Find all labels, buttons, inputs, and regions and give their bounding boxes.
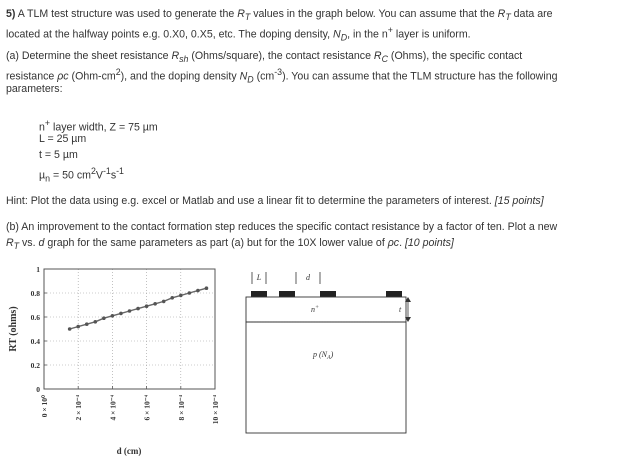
contact-pad-1 <box>251 291 267 297</box>
substrate-label: p $(N_A)$ <box>313 350 334 361</box>
part-b-line-1: (b) An improvement to the contact formation step reduces the specific contact resistance by a factor of ten. Plot a new <box>6 221 558 233</box>
data-point <box>102 316 106 320</box>
param-layer-width: n+ layer width, Z = 75 µm <box>39 118 158 134</box>
tlm-structure-diagram <box>240 268 425 438</box>
thickness-arrow <box>399 297 411 322</box>
param-mobility: µ$_n$ = 50 $cm^2V^{-1}s^{-1}$ <box>39 166 124 184</box>
y-tick-label: 0.6 <box>30 313 40 322</box>
data-point <box>153 302 157 306</box>
data-point <box>111 314 115 318</box>
data-point <box>119 312 123 316</box>
data-point <box>196 289 200 293</box>
data-point <box>170 296 174 300</box>
x-tick-label: 2 × 10⁻⁴ <box>74 395 84 421</box>
part-a-line-3: parameters: <box>6 83 63 95</box>
rt-vs-d-chart <box>0 254 240 462</box>
data-point <box>128 309 132 313</box>
contact-pad-3 <box>320 291 336 297</box>
data-point <box>145 304 149 308</box>
question-5-line-1: 5) A TLM test structure was used to generate the $R_T$ values in the graph below. You can assume that the $R_T$ data are <box>6 8 553 23</box>
y-tick-label: 1 <box>36 265 40 274</box>
data-point <box>179 294 183 298</box>
data-point <box>136 307 140 311</box>
x-axis-label: d (cm) <box>116 446 142 456</box>
y-axis-label: RT (ohms) <box>8 306 19 352</box>
x-tick-label: 10 × 10⁻⁴ <box>211 395 220 425</box>
p-substrate <box>246 322 406 433</box>
y-tick-label: 0.2 <box>30 361 40 370</box>
x-tick-label: 0 × 10⁰ <box>40 395 49 418</box>
label-l: L <box>256 273 262 282</box>
y-tick-label: 0 <box>36 385 40 394</box>
x-tick-label: 8 × 10⁻⁴ <box>176 395 186 421</box>
x-tick-label: 4 × 10⁻⁴ <box>108 395 118 421</box>
hint-text: Hint: Plot the data using e.g. excel or Matlab and use a linear fit to determine the parameters of interest. [15 points] <box>6 195 544 207</box>
dimension-d <box>296 272 320 284</box>
part-a-line-1: (a) Determine the sheet resistance $R_{sh}$ (Ohms/square), the contact resistance $R_C$ (Ohms), the specific contact <box>6 50 523 65</box>
label-t: t <box>399 305 402 314</box>
contact-pad-4 <box>386 291 402 297</box>
data-point <box>85 322 89 326</box>
data-point <box>94 320 98 324</box>
data-point <box>162 300 166 304</box>
data-point <box>76 325 80 329</box>
x-tick-label: 6 × 10⁻⁴ <box>142 395 152 421</box>
label-d: d <box>306 273 310 282</box>
y-tick-label: 0.4 <box>30 337 40 346</box>
data-point <box>188 291 192 295</box>
contact-pad-2 <box>279 291 295 297</box>
dimension-l <box>252 272 266 284</box>
question-5-line-2: located at the halfway points e.g. 0.X0, 0.X5, etc. The doping density, $N_D$, in the n+ layer is uniform. <box>6 25 471 43</box>
data-point <box>68 327 72 331</box>
part-a-line-2: resistance ρc $(Ohm-cm^2)$, and the doping density $N_D$ $(cm^{-3})$. You can assume that the TLM structure has the following <box>6 67 558 85</box>
n-plus-layer <box>246 297 406 322</box>
n-plus-label: n+ <box>311 305 320 314</box>
part-b-line-2: $R_T$ vs. d graph for the same parameters as part (a) but for the 10X lower value of ρc. [10 points] <box>6 237 454 252</box>
param-contact-length: L = 25 µm <box>39 133 87 145</box>
param-thickness: t = 5 µm <box>39 149 78 161</box>
y-tick-label: 0.8 <box>30 289 40 298</box>
data-point <box>205 286 209 290</box>
